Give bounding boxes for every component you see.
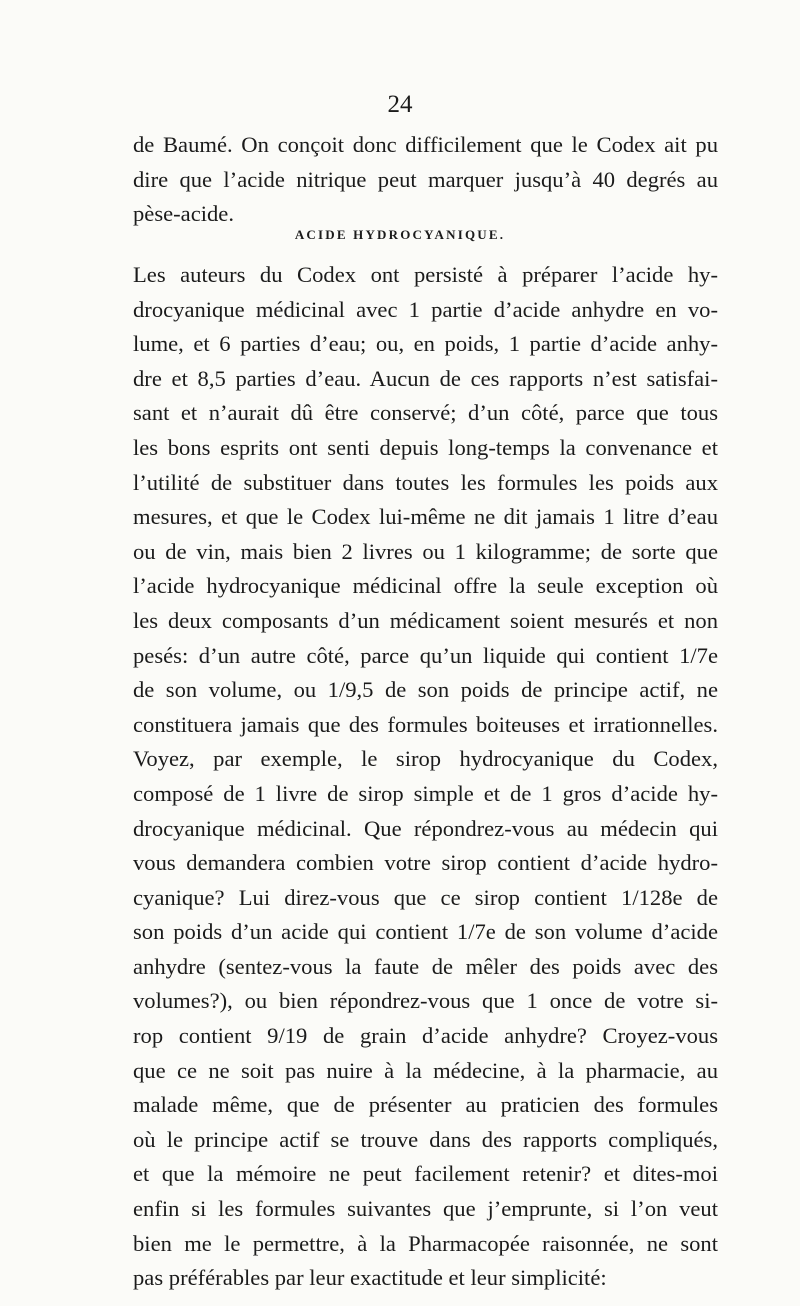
- page-number: 24: [387, 91, 413, 118]
- text-line: rop contient 9/19 de grain d’acide anhydre? Croyez-vous: [133, 1023, 718, 1049]
- text-line: son poids d’un acide qui contient 1/7e de son volume d’acide: [133, 919, 718, 945]
- paragraph-main: [133, 258, 718, 1296]
- text-line: Les auteurs du Codex ont persisté à préparer l’acide hy-: [133, 262, 718, 287]
- text-line: constituera jamais que des formules boiteuses et irrationnelles.: [133, 711, 718, 737]
- text-line: drocyanique médicinal avec 1 partie d’acide anhydre en vo-: [133, 296, 718, 322]
- text-line: mesures, et que le Codex lui-même ne dit jamais 1 litre d’eau: [133, 504, 718, 530]
- text-line: pas préférables par leur exactitude et leur simplicité:: [133, 1265, 607, 1291]
- text-line: pèse-acide.: [133, 201, 234, 227]
- text-line: les deux composants d’un médicament soient mesurés et non: [133, 607, 718, 633]
- text-line: l’utilité de substituer dans toutes les formules les poids aux: [133, 469, 718, 495]
- paragraph-intro: [133, 128, 718, 232]
- text-line: de Baumé. On conçoit donc difficilement que le Codex ait pu: [133, 132, 718, 157]
- text-line: et que la mémoire ne peut facilement retenir? et dites-moi: [133, 1161, 718, 1187]
- text-line: pesés: d’un autre côté, parce qu’un liquide qui contient 1/7e: [133, 642, 718, 668]
- text-line: cyanique? Lui direz-vous que ce sirop contient 1/128e de: [133, 884, 718, 910]
- text-line: anhydre (sentez-vous la faute de mêler des poids avec des: [133, 953, 718, 979]
- text-line: vous demandera combien votre sirop contient d’acide hydro-: [133, 850, 718, 876]
- text-line: les bons esprits ont senti depuis long-temps la convenance et: [133, 434, 718, 460]
- text-line: drocyanique médicinal. Que répondrez-vous au médecin qui: [133, 815, 718, 841]
- text-line: composé de 1 livre de sirop simple et de 1 gros d’acide hy-: [133, 780, 718, 806]
- text-line: dre et 8,5 parties d’eau. Aucun de ces rapports n’est satisfai-: [133, 365, 718, 391]
- text-line: où le principe actif se trouve dans des rapports compliqués,: [133, 1126, 718, 1152]
- text-line: volumes?), ou bien répondrez-vous que 1 once de votre si-: [133, 988, 718, 1014]
- text-line: de son volume, ou 1/9,5 de son poids de principe actif, ne: [133, 677, 718, 703]
- text-line: l’acide hydrocyanique médicinal offre la seule exception où: [133, 573, 718, 599]
- section-heading: ACIDE HYDROCYANIQUE.: [294, 227, 506, 242]
- text-line: dire que l’acide nitrique peut marquer jusqu’à 40 degrés au: [133, 166, 718, 192]
- text-line: malade même, que de présenter au praticien des formules: [133, 1092, 718, 1118]
- text-line: ou de vin, mais bien 2 livres ou 1 kilogramme; de sorte que: [133, 538, 718, 564]
- text-line: sant et n’aurait dû être conservé; d’un côté, parce que tous: [133, 400, 718, 426]
- text-line: lume, et 6 parties d’eau; ou, en poids, 1 partie d’acide anhy-: [133, 331, 718, 357]
- text-line: que ce ne soit pas nuire à la médecine, à la pharmacie, au: [133, 1057, 718, 1083]
- text-line: Voyez, par exemple, le sirop hydrocyanique du Codex,: [133, 746, 718, 772]
- text-line: enfin si les formules suivantes que j’emprunte, si l’on veut: [133, 1196, 718, 1222]
- text-line: bien me le permettre, à la Pharmacopée raisonnée, ne sont: [133, 1230, 718, 1256]
